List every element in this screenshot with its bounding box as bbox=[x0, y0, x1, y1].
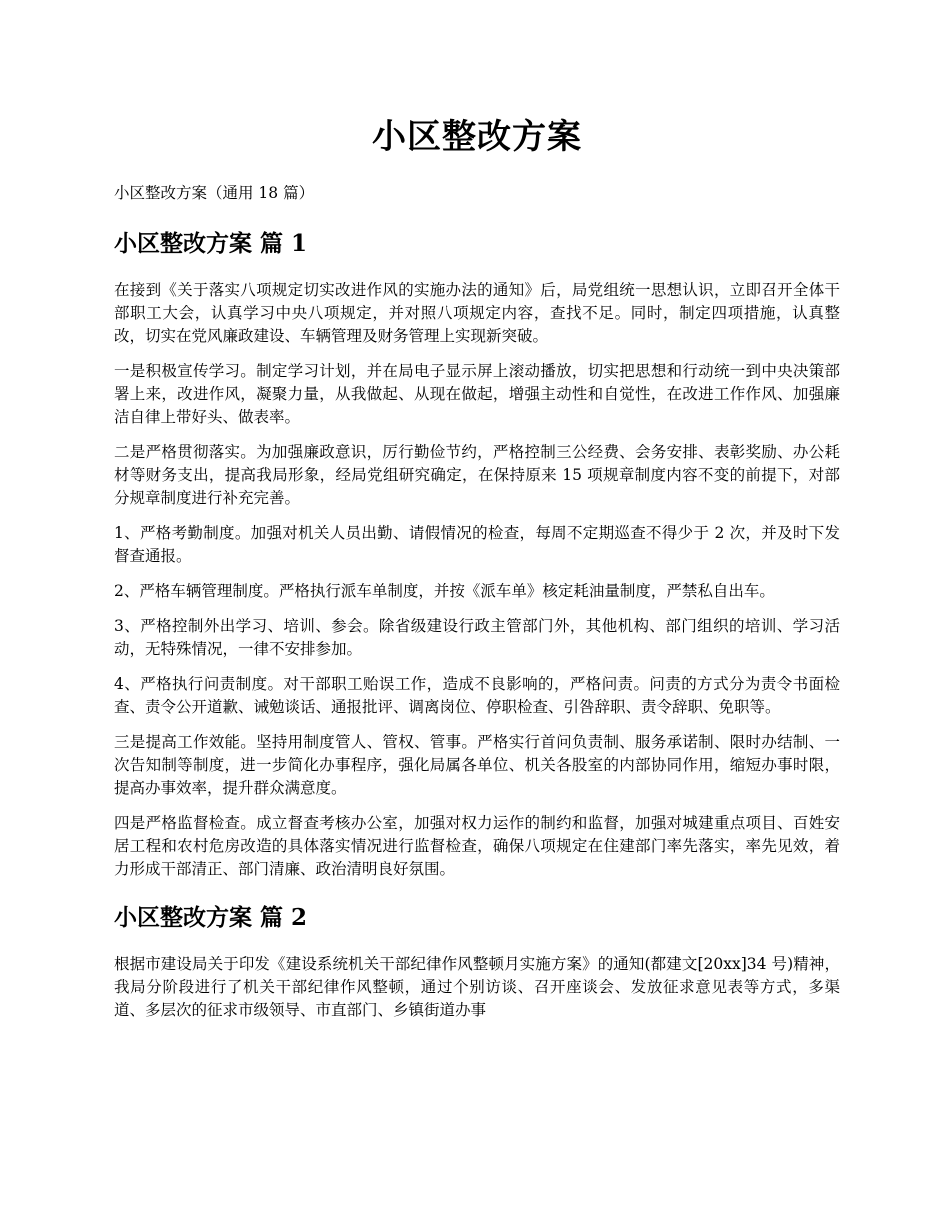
section-heading-2: 小区整改方案 篇 2 bbox=[114, 904, 308, 931]
paragraph: 四是严格监督检查。成立督查考核办公室，加强对权力运作的制约和监督，加强对城建重点项目、百姓安居工程和农村危房改造的具体落实情况进行监督检查，确保八项规定在住建部门率先落实，率先见效，着力形成干部清正、部门清廉、政治清明良好氛围。 bbox=[114, 814, 840, 878]
paragraph: 4、严格执行问责制度。对干部职工贻误工作，造成不良影响的，严格问责。问责的方式分为责令书面检查、责令公开道歉、诫勉谈话、通报批评、调离岗位、停职检查、引咎辞职、责令辞职、免职等。 bbox=[114, 675, 840, 716]
paragraph: 三是提高工作效能。坚持用制度管人、管权、管事。严格实行首问负责制、服务承诺制、限时办结制、一次告知制等制度，进一步简化办事程序，强化局属各单位、机关各股室的内部协同作用，缩短办事时限，提高办事效率，提升群众满意度。 bbox=[114, 733, 840, 797]
paragraph: 二是严格贯彻落实。为加强廉政意识，厉行勤俭节约，严格控制三公经费、会务安排、表彰奖励、办公耗材等财务支出，提高我局形象，经局党组研究确定，在保持原来 15 项规章制度内容不变的前提下，对部分规章制度进行补充完善。 bbox=[114, 443, 840, 507]
document-page bbox=[114, 0, 840, 1022]
section-heading-1: 小区整改方案 篇 1 bbox=[114, 230, 308, 257]
paragraph: 根据市建设局关于印发《建设系统机关干部纪律作风整顿月实施方案》的通知(都建文[20xx]34 号)精神，我局分阶段进行了机关干部纪律作风整顿，通过个别访谈、召开座谈会、发放征求意见表等方式，多渠道、多层次的征求市级领导、市直部门、乡镇街道办事 bbox=[114, 955, 840, 1019]
document-title: 小区整改方案 bbox=[372, 117, 582, 157]
paragraph: 3、严格控制外出学习、培训、参会。除省级建设行政主管部门外，其他机构、部门组织的培训、学习活动，无特殊情况，一律不安排参加。 bbox=[114, 617, 840, 658]
paragraph: 在接到《关于落实八项规定切实改进作风的实施办法的通知》后，局党组统一思想认识，立即召开全体干部职工大会，认真学习中央八项规定，并对照八项规定内容，查找不足。同时，制定四项措施，认真整改，切实在党风廉政建设、车辆管理及财务管理上实现新突破。 bbox=[114, 281, 840, 345]
document-subtitle: 小区整改方案（通用 18 篇） bbox=[114, 184, 315, 202]
paragraph: 1、严格考勤制度。加强对机关人员出勤、请假情况的检查，每周不定期巡查不得少于 2 次，并及时下发督查通报。 bbox=[114, 524, 840, 565]
paragraph: 一是积极宣传学习。制定学习计划，并在局电子显示屏上滚动播放，切实把思想和行动统一到中央决策部署上来，改进作风，凝聚力量，从我做起、从现在做起，增强主动性和自觉性，在改进工作作风、加强廉洁自律上带好头、做表率。 bbox=[114, 362, 840, 426]
paragraph: 2、严格车辆管理制度。严格执行派车单制度，并按《派车单》核定耗油量制度，严禁私自出车。 bbox=[114, 582, 775, 600]
